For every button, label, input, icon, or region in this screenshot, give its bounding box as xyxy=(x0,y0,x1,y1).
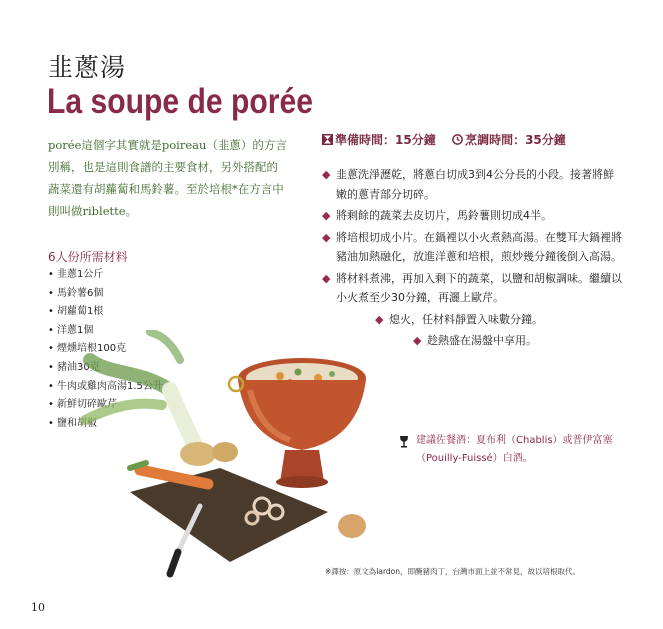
title-chinese: 韭蔥湯 xyxy=(48,53,127,82)
page-number: 10 xyxy=(31,601,45,614)
step-item: ◆ 趁熱盛在湯盤中享用。 xyxy=(413,331,622,351)
time-bar xyxy=(322,131,566,148)
translator-footnote: ※譯按：原文為lardon，即醃豬肉丁，台灣市面上並不常見，故以培根取代。 xyxy=(325,567,581,576)
clock-icon xyxy=(452,134,463,145)
ingredient-item: • 煙燻培根100克 xyxy=(48,340,163,359)
diamond-bullet-icon: ◆ xyxy=(322,230,331,244)
soup-illustration xyxy=(70,330,370,589)
ingredient-item: • 馬鈴薯6個 xyxy=(48,285,163,304)
step-item: ◆ 韭蔥洗淨瀝乾，將蔥白切成3到4公分長的小段。接著將鮮嫩的蔥青部分切碎。 xyxy=(322,165,622,204)
wine-glass-icon xyxy=(398,435,410,456)
step-item: ◆ 將剩餘的蔬菜去皮切片，馬鈴薯則切成4半。 xyxy=(322,206,622,226)
step-item: ◆ 將培根切成小片。在鍋裡以小火煮熱高湯。在雙耳大鍋裡將豬油加熱融化，放進洋蔥和培根，煎炒幾分鐘後倒入高湯。 xyxy=(322,228,622,267)
onion-illustration xyxy=(338,514,366,538)
intro-paragraph: porée這個字其實就是poireau（韭蔥）的方言別稱，也是這則食譜的主要食材，另外搭配的蔬菜還有胡蘿蔔和馬鈴薯。至於培根*在方言中則叫做riblette。 xyxy=(48,138,287,218)
wine-text: 建議佐餐酒：夏布利（Chablis）或普伊富塞（Pouilly-Fuissé）白酒。 xyxy=(416,435,613,464)
potato-illustration xyxy=(180,442,216,466)
diamond-bullet-icon: ◆ xyxy=(413,334,422,347)
ingredients-title: 6人份所需材料 xyxy=(48,250,128,264)
leek-illustration xyxy=(85,332,195,445)
diamond-bullet-icon: ◆ xyxy=(322,168,331,181)
steps-list xyxy=(322,165,622,353)
diamond-bullet-icon: ◆ xyxy=(375,312,384,326)
step-item: ◆ 熄火，任材料靜置入味數分鐘。 xyxy=(375,310,622,330)
ingredient-item: • 洋蔥1個 xyxy=(48,322,163,341)
title-french: La soupe de porée xyxy=(47,82,313,121)
wine-suggestion xyxy=(398,432,630,468)
ingredient-item: • 豬油30克 xyxy=(48,359,163,378)
step-item: ◆ 將材料煮沸，再加入剩下的蔬菜，以鹽和胡椒調味。繼續以小火煮至少30分鐘，再灑上歐芹。 xyxy=(322,269,622,308)
cook-time: 烹調時間：35分鐘 xyxy=(465,133,566,147)
diamond-bullet-icon: ◆ xyxy=(322,271,331,285)
diamond-bullet-icon: ◆ xyxy=(322,209,331,222)
ingredient-item: • 牛肉或雞肉高湯1.5公升 xyxy=(48,378,163,397)
hourglass-icon xyxy=(322,134,333,145)
ingredient-item: • 韭蔥1公斤 xyxy=(48,266,163,285)
ingredient-item: • 胡蘿蔔1根 xyxy=(48,303,163,322)
ingredient-item: • 鹽和胡椒 xyxy=(48,415,163,434)
copper-pot-illustration xyxy=(229,358,366,488)
ingredient-item: • 新鮮切碎歐芹 xyxy=(48,396,163,415)
prep-time: 準備時間：15分鐘 xyxy=(335,133,436,147)
